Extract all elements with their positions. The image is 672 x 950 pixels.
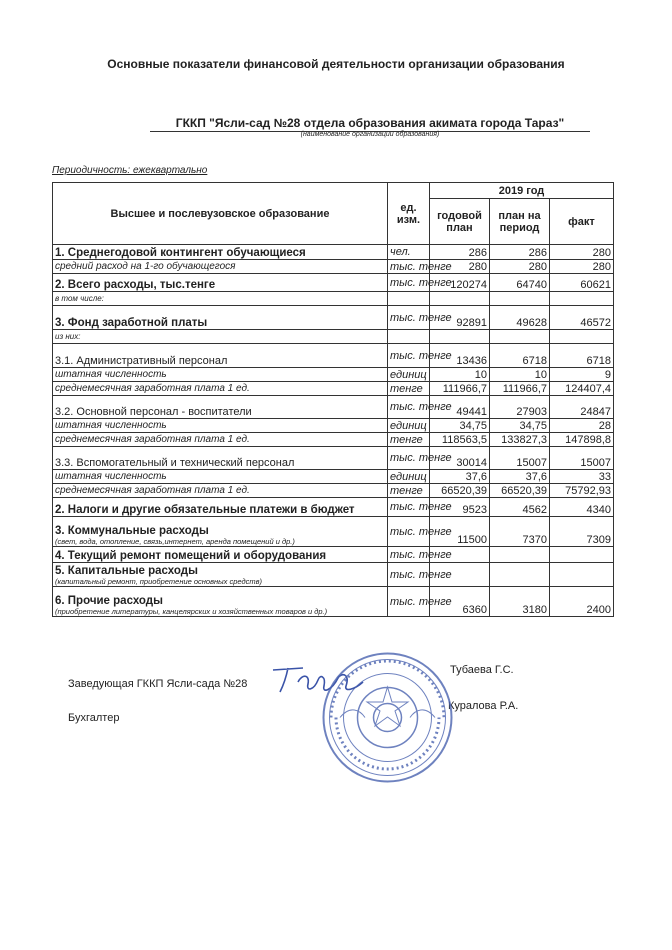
row-value-v2: 27903 [490,396,550,419]
row-label: среднемесячная заработная плата 1 ед. [53,484,388,498]
table-row [53,419,614,433]
row-label: 2. Всего расходы, тыс.тенге [53,274,388,292]
table-row [53,330,614,344]
row-value-v2: 4562 [490,498,550,517]
row-label: из них: [53,330,388,344]
table-row [53,470,614,484]
row-value-v1: 6360 [430,587,490,617]
row-unit: единиц [388,470,430,484]
row-value-v3: 46572 [550,306,614,330]
row-value-v3 [550,547,614,563]
row-value-v3 [550,330,614,344]
row-value-v3: 24847 [550,396,614,419]
row-label: 3.1. Административный персонал [53,344,388,368]
row-value-v3: 6718 [550,344,614,368]
table-row [53,563,614,587]
row-unit: тенге [388,382,430,396]
row-label: 3.2. Основной персонал - воспитатели [53,396,388,419]
row-label: 3. Коммунальные расходы (свет, вода, отопление, связь,интернет, аренда помещений и др.) [53,517,388,547]
row-value-v2: 64740 [490,274,550,292]
row-unit: тыс. тенге [388,344,430,368]
row-value-v3: 15007 [550,447,614,470]
table-row [53,396,614,419]
row-value-v2: 37,6 [490,470,550,484]
row-unit: тыс. тенге [388,306,430,330]
row-unit: тыс. тенге [388,498,430,517]
row-value-v2: 34,75 [490,419,550,433]
row-unit: тыс. тенге [388,396,430,419]
table-row [53,547,614,563]
row-value-v2: 49628 [490,306,550,330]
row-value-v1: 10 [430,368,490,382]
row-value-v2: 280 [490,260,550,274]
row-value-v1: 92891 [430,306,490,330]
row-value-v1: 118563,5 [430,433,490,447]
row-unit: тыс. тенге [388,274,430,292]
document-title: Основные показатели финансовой деятельности организации образования [107,57,565,71]
table-row [53,484,614,498]
table-row [53,587,614,617]
table-row [53,260,614,274]
row-value-v3: 4340 [550,498,614,517]
row-unit: тыс. тенге [388,563,430,587]
row-value-v3 [550,563,614,587]
row-label: среднемесячная заработная плата 1 ед. [53,433,388,447]
row-value-v1: 120274 [430,274,490,292]
row-value-v3 [550,292,614,306]
row-value-v1: 280 [430,260,490,274]
row-label: в том числе: [53,292,388,306]
organization-note: (наименование организации образования) [300,131,440,138]
row-value-v3: 280 [550,245,614,260]
row-value-v3: 75792,93 [550,484,614,498]
row-label: 4. Текущий ремонт помещений и оборудования [53,547,388,563]
row-value-v1: 9523 [430,498,490,517]
row-label: 5. Капитальные расходы (капитальный ремонт, приобретение основных средств) [53,563,388,587]
row-value-v3: 9 [550,368,614,382]
row-value-v1: 13436 [430,344,490,368]
row-value-v2 [490,292,550,306]
row-label: штатная численность [53,419,388,433]
row-label: 1. Среднегодовой контингент обучающиеся [53,245,388,260]
row-unit [388,330,430,344]
row-value-v1: 30014 [430,447,490,470]
row-value-v2: 10 [490,368,550,382]
accountant-name: Куралова Р.А. [448,700,519,712]
table-row [53,306,614,330]
row-value-v1 [430,330,490,344]
header-plan-year: годовой план [430,199,490,245]
row-value-v2 [490,563,550,587]
head-title: Заведующая ГККП Ясли-сада №28 [68,678,248,690]
row-unit: тыс. тенге [388,587,430,617]
table-row [53,433,614,447]
row-unit: единиц [388,419,430,433]
row-value-v1: 49441 [430,396,490,419]
header-unit: ед. изм. [388,183,430,245]
table-row [53,368,614,382]
row-label: 3.3. Вспомогательный и технический персонал [53,447,388,470]
head-name: Тубаева Г.С. [450,664,514,676]
row-value-v2 [490,547,550,563]
row-value-v2: 133827,3 [490,433,550,447]
row-value-v3: 147898,8 [550,433,614,447]
row-value-v3: 60621 [550,274,614,292]
row-label: 2. Налоги и другие обязательные платежи в бюджет [53,498,388,517]
row-label: среднемесячная заработная плата 1 ед. [53,382,388,396]
row-value-v2 [490,330,550,344]
row-value-v3: 33 [550,470,614,484]
row-unit: чел. [388,245,430,260]
organization-name: ГККП "Ясли-сад №28 отдела образования акимата города Тараз" [150,116,590,132]
row-value-v1 [430,292,490,306]
row-unit: тыс. тенге [388,447,430,470]
header-plan-period: план на период [490,199,550,245]
row-value-v3: 7309 [550,517,614,547]
row-unit: тыс. тенге [388,517,430,547]
official-stamp [320,650,455,785]
row-value-v2: 6718 [490,344,550,368]
row-value-v2: 15007 [490,447,550,470]
row-unit: тенге [388,433,430,447]
accountant-title: Бухгалтер [68,712,120,724]
row-label: 6. Прочие расходы (приобретение литературы, канцелярских и хозяйственных товаров и др.) [53,587,388,617]
row-value-v1: 111966,7 [430,382,490,396]
row-value-v2: 286 [490,245,550,260]
row-value-v2: 3180 [490,587,550,617]
header-year: 2019 год [430,183,614,199]
row-value-v3: 124407,4 [550,382,614,396]
periodicity: Периодичность: ежеквартально [52,165,208,176]
row-value-v1: 66520,39 [430,484,490,498]
row-value-v2: 7370 [490,517,550,547]
row-value-v1: 37,6 [430,470,490,484]
header-fact: факт [550,199,614,245]
table-row [53,382,614,396]
row-value-v1: 11500 [430,517,490,547]
table-row [53,274,614,292]
row-label: 3. Фонд заработной платы [53,306,388,330]
row-label: штатная численность [53,470,388,484]
row-value-v3: 280 [550,260,614,274]
finance-table [52,182,614,617]
header-indicator: Высшее и послевузовское образование [53,183,388,245]
table-row [53,517,614,547]
table-row [53,344,614,368]
row-value-v3: 28 [550,419,614,433]
table-row [53,245,614,260]
row-unit: тыс. тенге [388,260,430,274]
row-value-v1: 34,75 [430,419,490,433]
table-row [53,292,614,306]
row-value-v2: 66520,39 [490,484,550,498]
row-unit: тенге [388,484,430,498]
row-value-v2: 111966,7 [490,382,550,396]
row-value-v3: 2400 [550,587,614,617]
table-row [53,498,614,517]
row-value-v1: 286 [430,245,490,260]
table-row [53,447,614,470]
row-unit: единиц [388,368,430,382]
row-unit [388,292,430,306]
row-label: средний расход на 1-го обучающегося [53,260,388,274]
row-label: штатная численность [53,368,388,382]
row-unit: тыс. тенге [388,547,430,563]
